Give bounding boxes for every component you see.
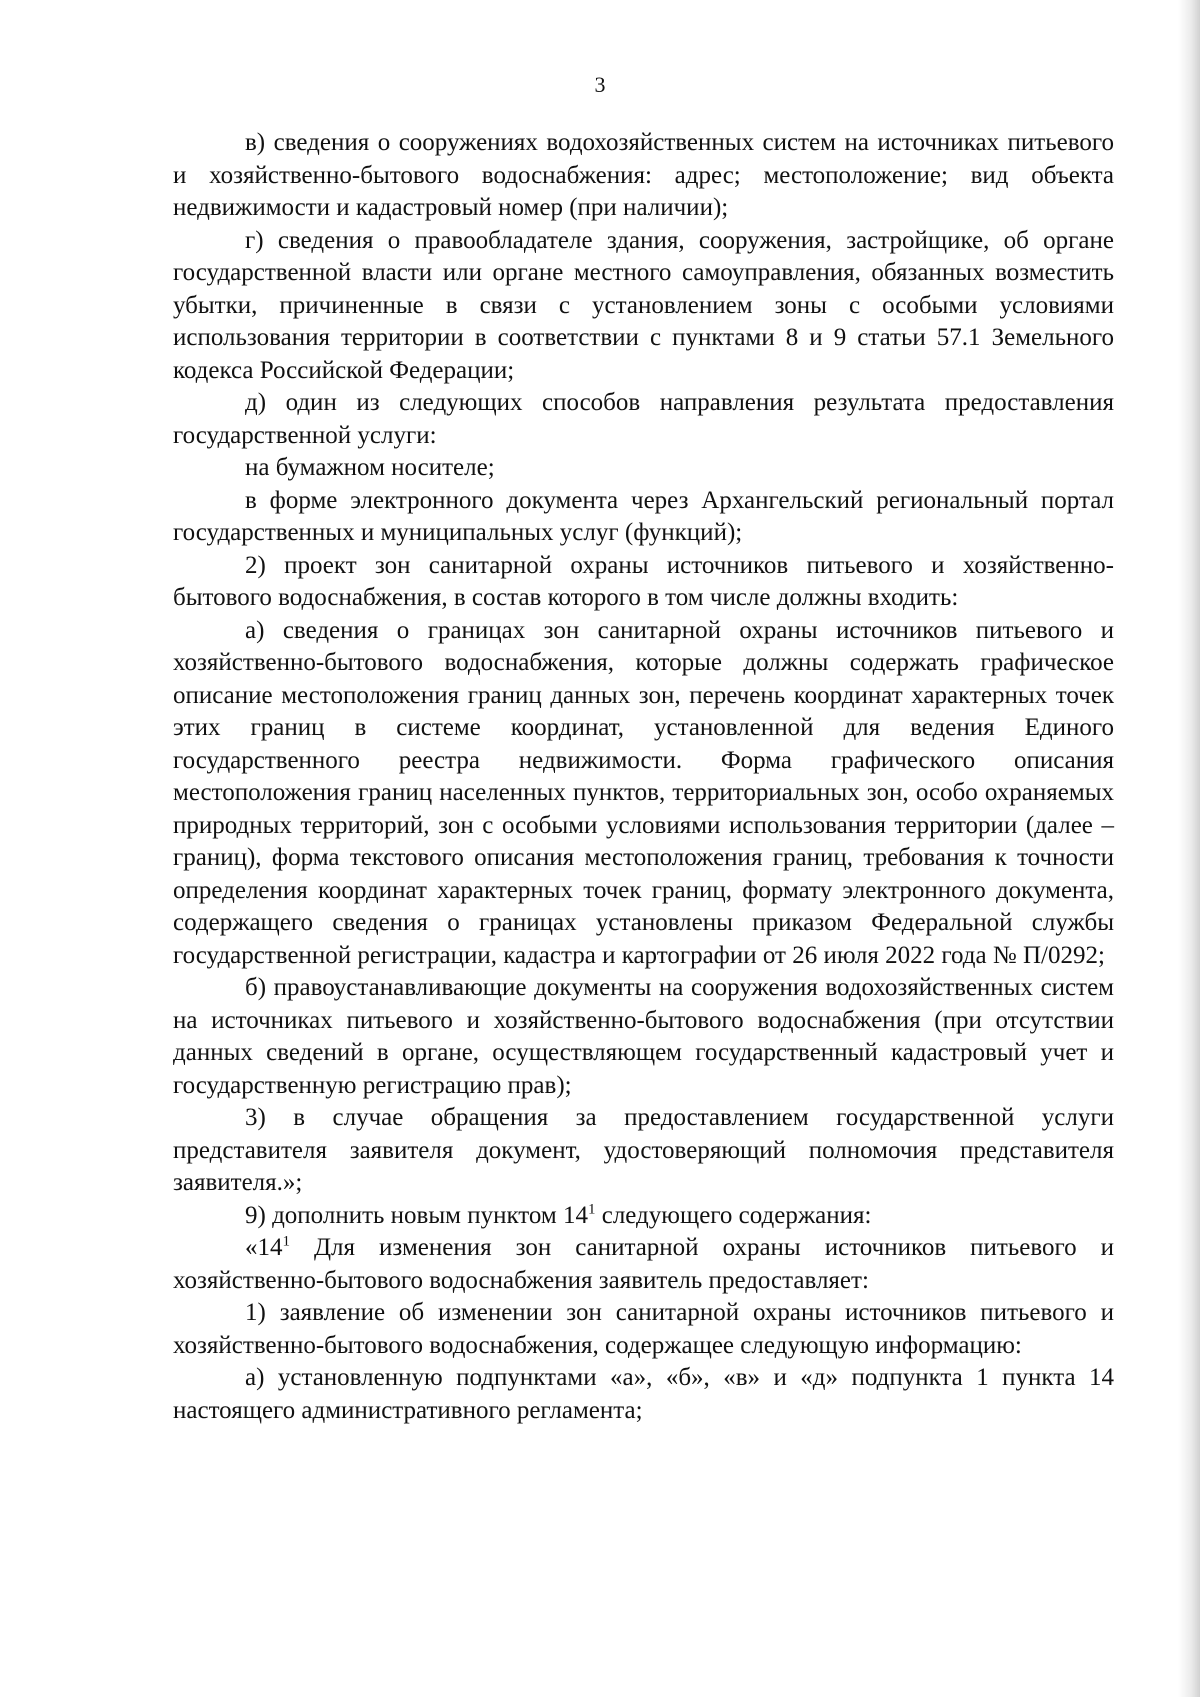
paragraph-2-project: 2) проект зон санитарной охраны источников питьевого и хозяйственно-бытового водоснабжения, в состав которого в том числе должны входить:	[173, 551, 1114, 611]
document-body	[173, 127, 1114, 1427]
paragraph-1-application: 1) заявление об изменении зон санитарной охраны источников питьевого и хозяйственно-бытового водоснабжения, содержащее следующую информацию:	[173, 1299, 1114, 1359]
superscript-one: 1	[587, 1201, 596, 1218]
paragraph-b-title-documents: б) правоустанавливающие документы на сооружения водохозяйственных систем на источниках питьевого и хозяйственно-бытового водоснабжения (при отсутствии данных сведений в органе, осуществляющем государственный кадастровый учет и государственную регистрацию прав);	[173, 974, 1114, 1099]
paragraph-14-1-intro: «$14^1$ Для изменения зон санитарной охраны источников питьевого и хозяйственно-бытового водоснабжения заявитель предоставляет:	[173, 1233, 1114, 1294]
paragraph-d-delivery-method: д) один из следующих способов направления результата предоставления государственной услуги:	[173, 389, 1114, 449]
paragraph-a-boundaries: а) сведения о границах зон санитарной охраны источников питьевого и хозяйственно-бытового водоснабжения, которые должны содержать графическое описание местоположения границ данных зон, перечень координат характерных точек этих границ в системе координат, установленной для ведения Единого государственного реестра недвижимости. Форма графического описания местоположения границ населенных пунктов, территориальных зон, особо охраняемых природных территорий, зон с особыми условиями использования территории (далее – границ), форма текстового описания местоположения границ, требования к точности определения координат характерных точек границ, формату электронного документа, содержащего сведения о границах установлены приказом Федеральной службы государственной регистрации, кадастра и картографии от 26 июля 2022 года № П/0292;	[173, 616, 1114, 969]
paragraph-g-rightholder: г) сведения о правообладателе здания, сооружения, застройщике, об органе государственной власти или органе местного самоуправления, обязанных возместить убытки, причиненные в связи с установлением зоны с особыми условиями использования территории в соответствии с пунктами 8 и 9 статьи 57.1 Земельного кодекса Российской Федерации;	[173, 226, 1114, 384]
paragraph-paper-medium: на бумажном носителе;	[245, 454, 495, 481]
superscript-one: 1	[282, 1233, 290, 1250]
page-number: 3	[594, 72, 606, 97]
paragraph-electronic-form: в форме электронного документа через Архангельский региональный портал государственных и муниципальных услуг (функций);	[173, 486, 1114, 546]
paragraph-v-facilities: в) сведения о сооружениях водохозяйственных систем на источниках питьевого и хозяйственно-бытового водоснабжения: адрес; местоположение; вид объекта недвижимости и кадастровый номер (при наличии);	[173, 129, 1114, 221]
paragraph-3-representative: 3) в случае обращения за предоставлением государственной услуги представителя заявителя документ, удостоверяющий полномочия представителя заявителя.»;	[173, 1104, 1114, 1196]
paragraph-9-amendment: 9) дополнить новым пунктом $14^1$ следующего содержания:	[245, 1201, 872, 1229]
page-edge-shadow	[1178, 0, 1200, 1697]
paragraph-a-established: а) установленную подпунктами «а», «б», «в» и «д» подпункта 1 пункта 14 настоящего административного регламента;	[173, 1364, 1114, 1424]
